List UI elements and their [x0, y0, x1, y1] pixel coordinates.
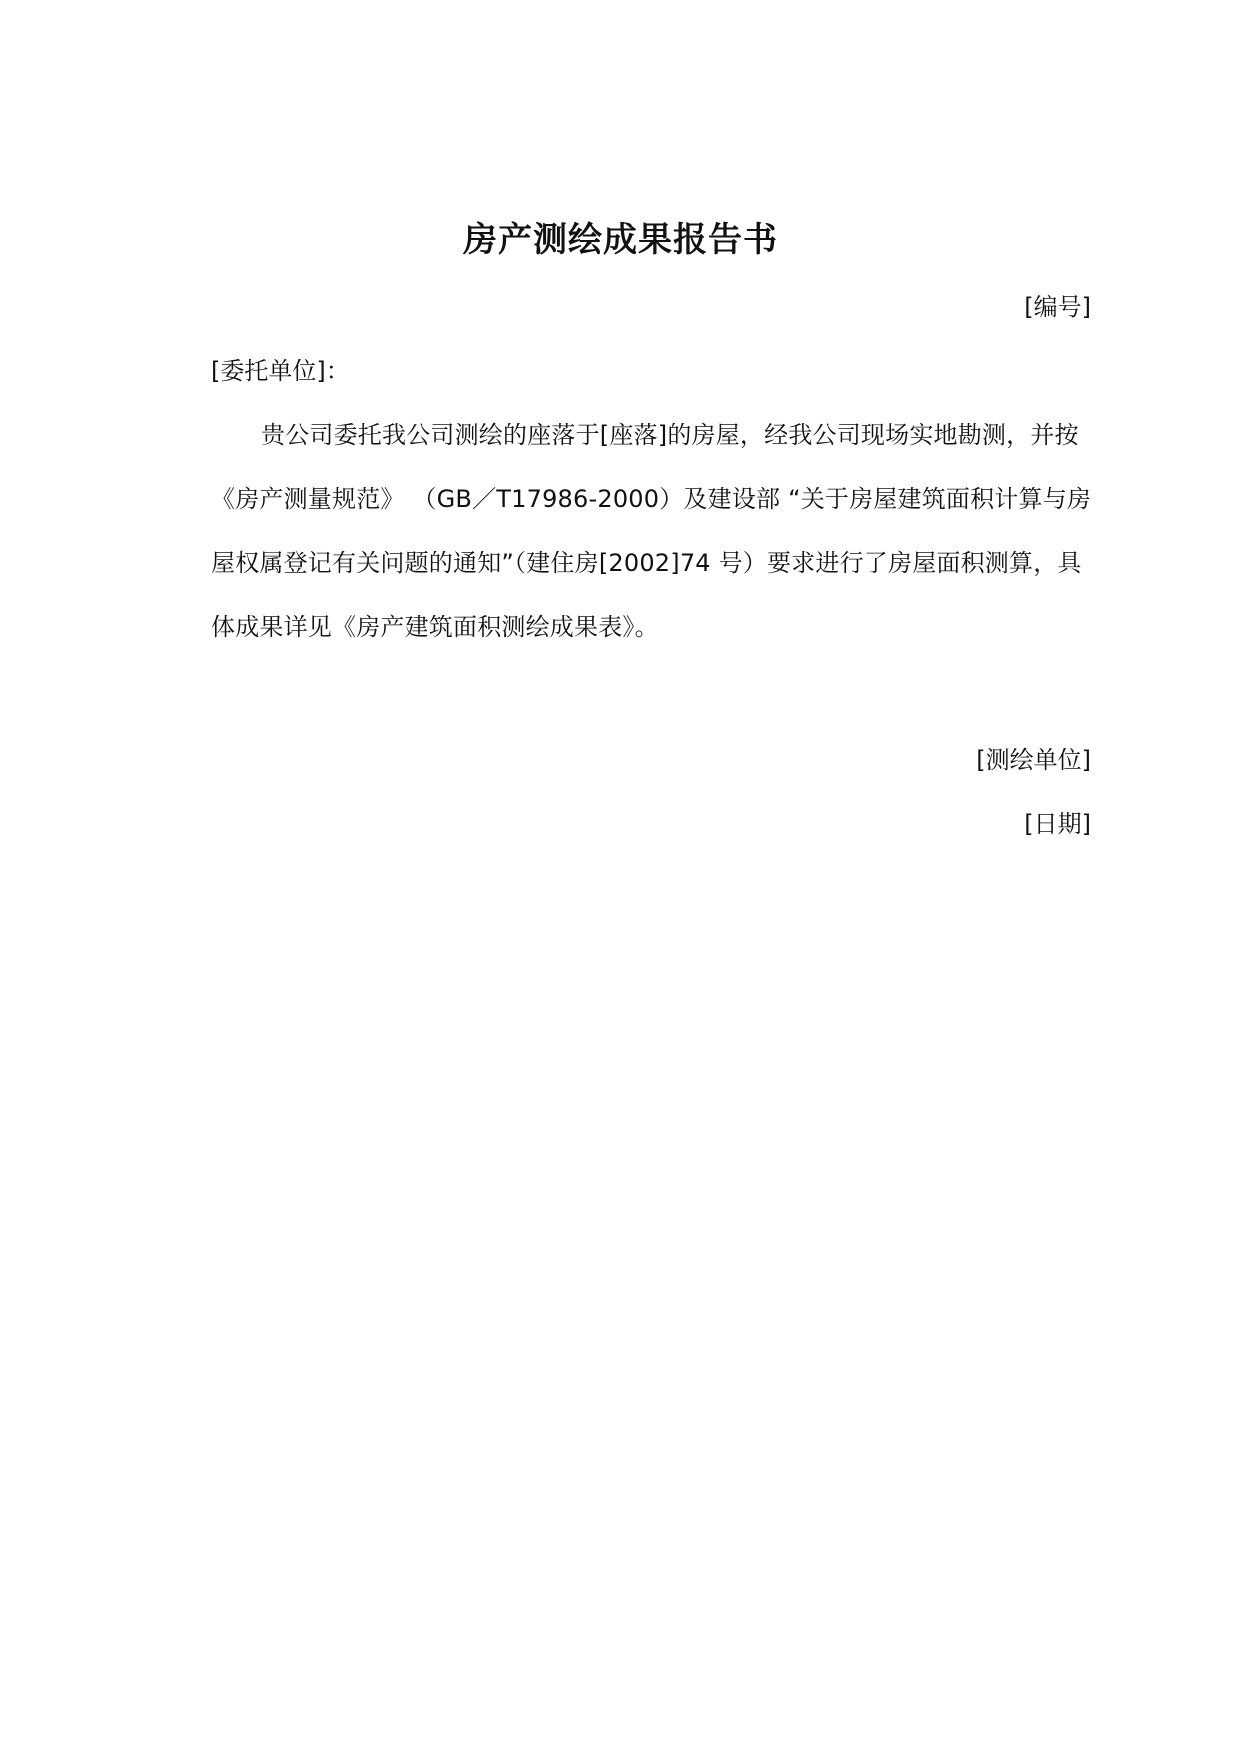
body-text-line-2: 《房产测量规范》 （GB／T17986-2000）及建设部 “关于房屋建筑面积计算与房 — [211, 485, 1092, 513]
client-unit-placeholder: [委托单位]： — [211, 357, 350, 385]
body-text-line-4: 体成果详见《房产建筑面积测绘成果表》。 — [211, 613, 659, 641]
document-title: 房产测绘成果报告书 — [463, 220, 778, 260]
serial-number-placeholder: [编号] — [1024, 293, 1091, 321]
surveying-unit-placeholder: [测绘单位] — [976, 746, 1091, 774]
body-text-line-3: 屋权属登记有关问题的通知”（建住房[2002]74 号）要求进行了房屋面积测算，具 — [211, 549, 1082, 577]
date-placeholder: [日期] — [1024, 810, 1091, 838]
body-text-line-1: 贵公司委托我公司测绘的座落于[座落]的房屋，经我公司现场实地勘测，并按 — [261, 421, 1079, 449]
